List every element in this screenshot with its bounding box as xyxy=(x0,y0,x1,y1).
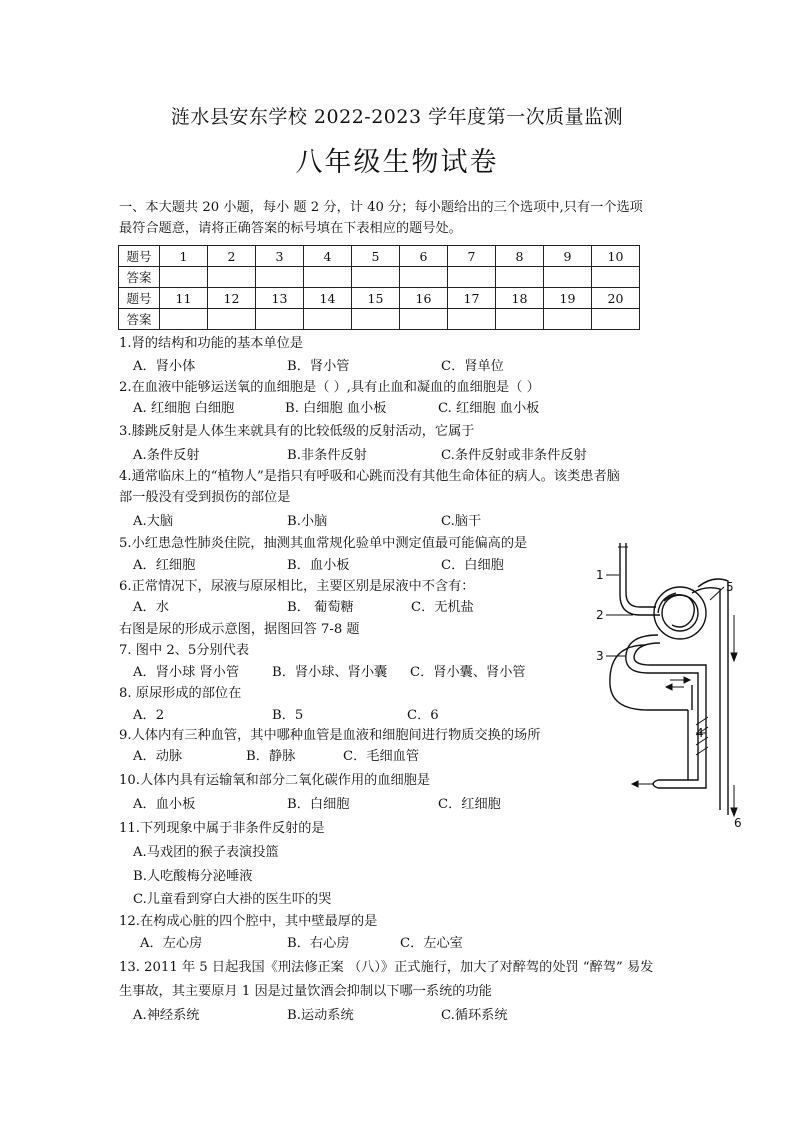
question-1-option-a[interactable]: A．肾小体 xyxy=(133,359,196,374)
table-row xyxy=(119,309,640,330)
answer-cell[interactable] xyxy=(592,309,640,330)
question-5-option-c[interactable]: C．白细胞 xyxy=(441,558,504,573)
question-5-option-a[interactable]: A．红细胞 xyxy=(133,558,196,573)
question-11-option-c[interactable]: C.儿童看到穿白大褂的医生吓的哭 xyxy=(133,892,332,907)
question-2-stem: 2.在血液中能够运送氧的血细胞是（ ）,具有止血和凝血的血细胞是（ ） xyxy=(119,380,540,395)
table-cell: 9 xyxy=(544,246,592,267)
table-cell: 8 xyxy=(496,246,544,267)
table-cell: 13 xyxy=(256,288,304,309)
table-cell: 2 xyxy=(208,246,256,267)
table-cell: 4 xyxy=(304,246,352,267)
diagram-label-1: 1 xyxy=(596,568,604,582)
question-3-option-a[interactable]: A.条件反射 xyxy=(133,448,200,463)
answer-cell[interactable] xyxy=(400,267,448,288)
question-13-stem: 13. 2011 年 5 日起我国《刑法修正案 （八）》正式施行，加大了对醉驾的处罚 “醉驾” 易发 xyxy=(119,960,654,975)
answer-cell[interactable] xyxy=(256,309,304,330)
answer-cell[interactable] xyxy=(496,309,544,330)
question-1-option-c[interactable]: C．肾单位 xyxy=(441,359,504,374)
question-7-option-b[interactable]: B．肾小球、肾小囊 xyxy=(272,665,388,680)
question-1-option-b[interactable]: B．肾小管 xyxy=(287,359,350,374)
table-cell: 10 xyxy=(592,246,640,267)
question-6-stem: 6.正常情况下，尿液与原尿相比，主要区别是尿液中不含有： xyxy=(119,579,475,594)
table-cell: 15 xyxy=(352,288,400,309)
question-13-option-c[interactable]: C.循环系统 xyxy=(441,1008,508,1023)
nephron-diagram xyxy=(588,535,748,830)
question-9-option-b[interactable]: B．静脉 xyxy=(246,749,296,764)
question-9-option-a[interactable]: A．动脉 xyxy=(133,749,183,764)
question-2-option-a[interactable]: A. 红细胞 白细胞 xyxy=(133,401,235,416)
table-cell: 3 xyxy=(256,246,304,267)
diagram-label-3: 3 xyxy=(596,649,604,663)
question-3-option-c[interactable]: C.条件反射或非条件反射 xyxy=(441,448,587,463)
question-10-option-c[interactable]: C．红细胞 xyxy=(438,797,501,812)
question-13-option-b[interactable]: B.运动系统 xyxy=(287,1008,354,1023)
question-8-option-b[interactable]: B．5 xyxy=(272,708,304,723)
table-cell: 18 xyxy=(496,288,544,309)
answer-cell[interactable] xyxy=(160,309,208,330)
question-3-option-b[interactable]: B.非条件反射 xyxy=(287,448,367,463)
diagram-label-5: 5 xyxy=(726,580,734,594)
table-header-cell: 题号 xyxy=(119,246,160,267)
table-row xyxy=(119,267,640,288)
figure-reference-text: 右图是尿的形成示意图，据图回答 7-8 题 xyxy=(119,622,360,637)
question-7-option-c[interactable]: C．肾小囊、肾小管 xyxy=(410,665,526,680)
answer-cell[interactable] xyxy=(352,309,400,330)
question-10-stem: 10.人体内具有运输氧和部分二氧化碳作用的血细胞是 xyxy=(119,773,431,788)
answer-cell[interactable] xyxy=(448,309,496,330)
answer-cell[interactable] xyxy=(208,309,256,330)
answer-cell[interactable] xyxy=(496,267,544,288)
diagram-label-6: 6 xyxy=(734,816,742,830)
table-cell: 20 xyxy=(592,288,640,309)
table-row xyxy=(119,246,640,267)
question-6-option-b[interactable]: B． 葡萄糖 xyxy=(287,600,354,615)
answer-cell[interactable] xyxy=(400,309,448,330)
table-header-cell: 答案 xyxy=(119,309,160,330)
question-8-option-c[interactable]: C．6 xyxy=(407,708,439,723)
question-4-option-a[interactable]: A.大脑 xyxy=(133,514,174,529)
answer-cell[interactable] xyxy=(544,309,592,330)
question-6-option-c[interactable]: C．无机盐 xyxy=(411,600,474,615)
question-9-stem: 9.人体内有三种血管，其中哪种血管是血液和细胞间进行物质交换的场所 xyxy=(119,728,541,743)
exam-title: 八年级生物试卷 xyxy=(295,147,499,178)
question-5-stem: 5.小红患急性肺炎住院，抽测其血常规化验单中测定值最可能偏高的是 xyxy=(119,536,528,551)
question-8-option-a[interactable]: A．2 xyxy=(133,708,165,723)
answer-cell[interactable] xyxy=(304,309,352,330)
section-instructions xyxy=(119,197,679,239)
table-cell: 7 xyxy=(448,246,496,267)
question-11-stem: 11.下列现象中属于非条件反射的是 xyxy=(119,821,325,836)
question-4-stem-line-2: 部一般没有受到损伤的部位是 xyxy=(119,490,291,505)
instructions-line-2: 最符合题意，请将正确答案的标号填在下表相应的题号处。 xyxy=(119,221,462,236)
answer-cell[interactable] xyxy=(544,267,592,288)
instructions-line-1: 一、本大题共 20 小题，每小 题 2 分，计 40 分；每小题给出的三个选项中,只有一个选项 xyxy=(119,200,643,215)
answer-cell[interactable] xyxy=(256,267,304,288)
question-4-option-c[interactable]: C.脑干 xyxy=(441,514,482,529)
answer-cell[interactable] xyxy=(592,267,640,288)
table-cell: 1 xyxy=(160,246,208,267)
question-13-stem-line-2: 生事故，其主要原月 1 因是过量饮酒会抑制以下哪一系统的功能 xyxy=(119,984,492,999)
question-11-option-b[interactable]: B.人吃酸梅分泌唾液 xyxy=(133,869,253,884)
question-12-option-a[interactable]: A．左心房 xyxy=(140,936,203,951)
answer-cell[interactable] xyxy=(160,267,208,288)
diagram-label-2: 2 xyxy=(596,608,604,622)
table-cell: 17 xyxy=(448,288,496,309)
table-cell: 14 xyxy=(304,288,352,309)
question-5-option-b[interactable]: B．血小板 xyxy=(287,558,350,573)
answer-cell[interactable] xyxy=(208,267,256,288)
question-7-option-a[interactable]: A．肾小球 肾小管 xyxy=(133,665,240,680)
question-10-option-b[interactable]: B．白细胞 xyxy=(287,797,350,812)
question-3-stem: 3.膝跳反射是人体生来就具有的比较低级的反射活动，它属于 xyxy=(119,424,475,439)
question-9-option-c[interactable]: C．毛细血管 xyxy=(343,749,420,764)
question-8-stem: 8. 原尿形成的部位在 xyxy=(119,686,242,701)
table-header-cell: 答案 xyxy=(119,267,160,288)
question-2-option-c[interactable]: C. 红细胞 血小板 xyxy=(438,401,540,416)
question-6-option-a[interactable]: A．水 xyxy=(133,600,169,615)
table-cell: 19 xyxy=(544,288,592,309)
question-4-stem: 4.通常临床上的“植物人”是指只有呼吸和心跳而没有其他生命体征的病人。该类患者脑 xyxy=(119,469,620,484)
question-2-option-b[interactable]: B. 白细胞 血小板 xyxy=(285,401,387,416)
answer-cell[interactable] xyxy=(304,267,352,288)
question-12-option-b[interactable]: B．右心房 xyxy=(287,936,350,951)
exam-school-title: 涟水县安东学校 2022-2023 学年度第一次质量监测 xyxy=(170,106,624,128)
diagram-label-4: 4 xyxy=(696,726,704,740)
question-4-option-b[interactable]: B.小脑 xyxy=(287,514,328,529)
answer-cell[interactable] xyxy=(448,267,496,288)
table-cell: 16 xyxy=(400,288,448,309)
question-12-option-c[interactable]: C．左心室 xyxy=(400,936,463,951)
table-cell: 6 xyxy=(400,246,448,267)
table-cell: 12 xyxy=(208,288,256,309)
table-cell: 5 xyxy=(352,246,400,267)
question-7-stem: 7. 图中 2、5分别代表 xyxy=(119,643,250,658)
question-12-stem: 12.在构成心脏的四个腔中，其中壁最厚的是 xyxy=(119,914,378,929)
question-11-option-a[interactable]: A.马戏团的猴子表演投篮 xyxy=(133,845,279,860)
answer-cell[interactable] xyxy=(352,267,400,288)
table-row xyxy=(119,288,640,309)
question-1-stem: 1.肾的结构和功能的基本单位是 xyxy=(119,336,304,351)
table-cell: 11 xyxy=(160,288,208,309)
answer-table xyxy=(118,245,640,330)
question-10-option-a[interactable]: A．血小板 xyxy=(133,797,196,812)
question-13-option-a[interactable]: A.神经系统 xyxy=(133,1008,200,1023)
table-header-cell: 题号 xyxy=(119,288,160,309)
